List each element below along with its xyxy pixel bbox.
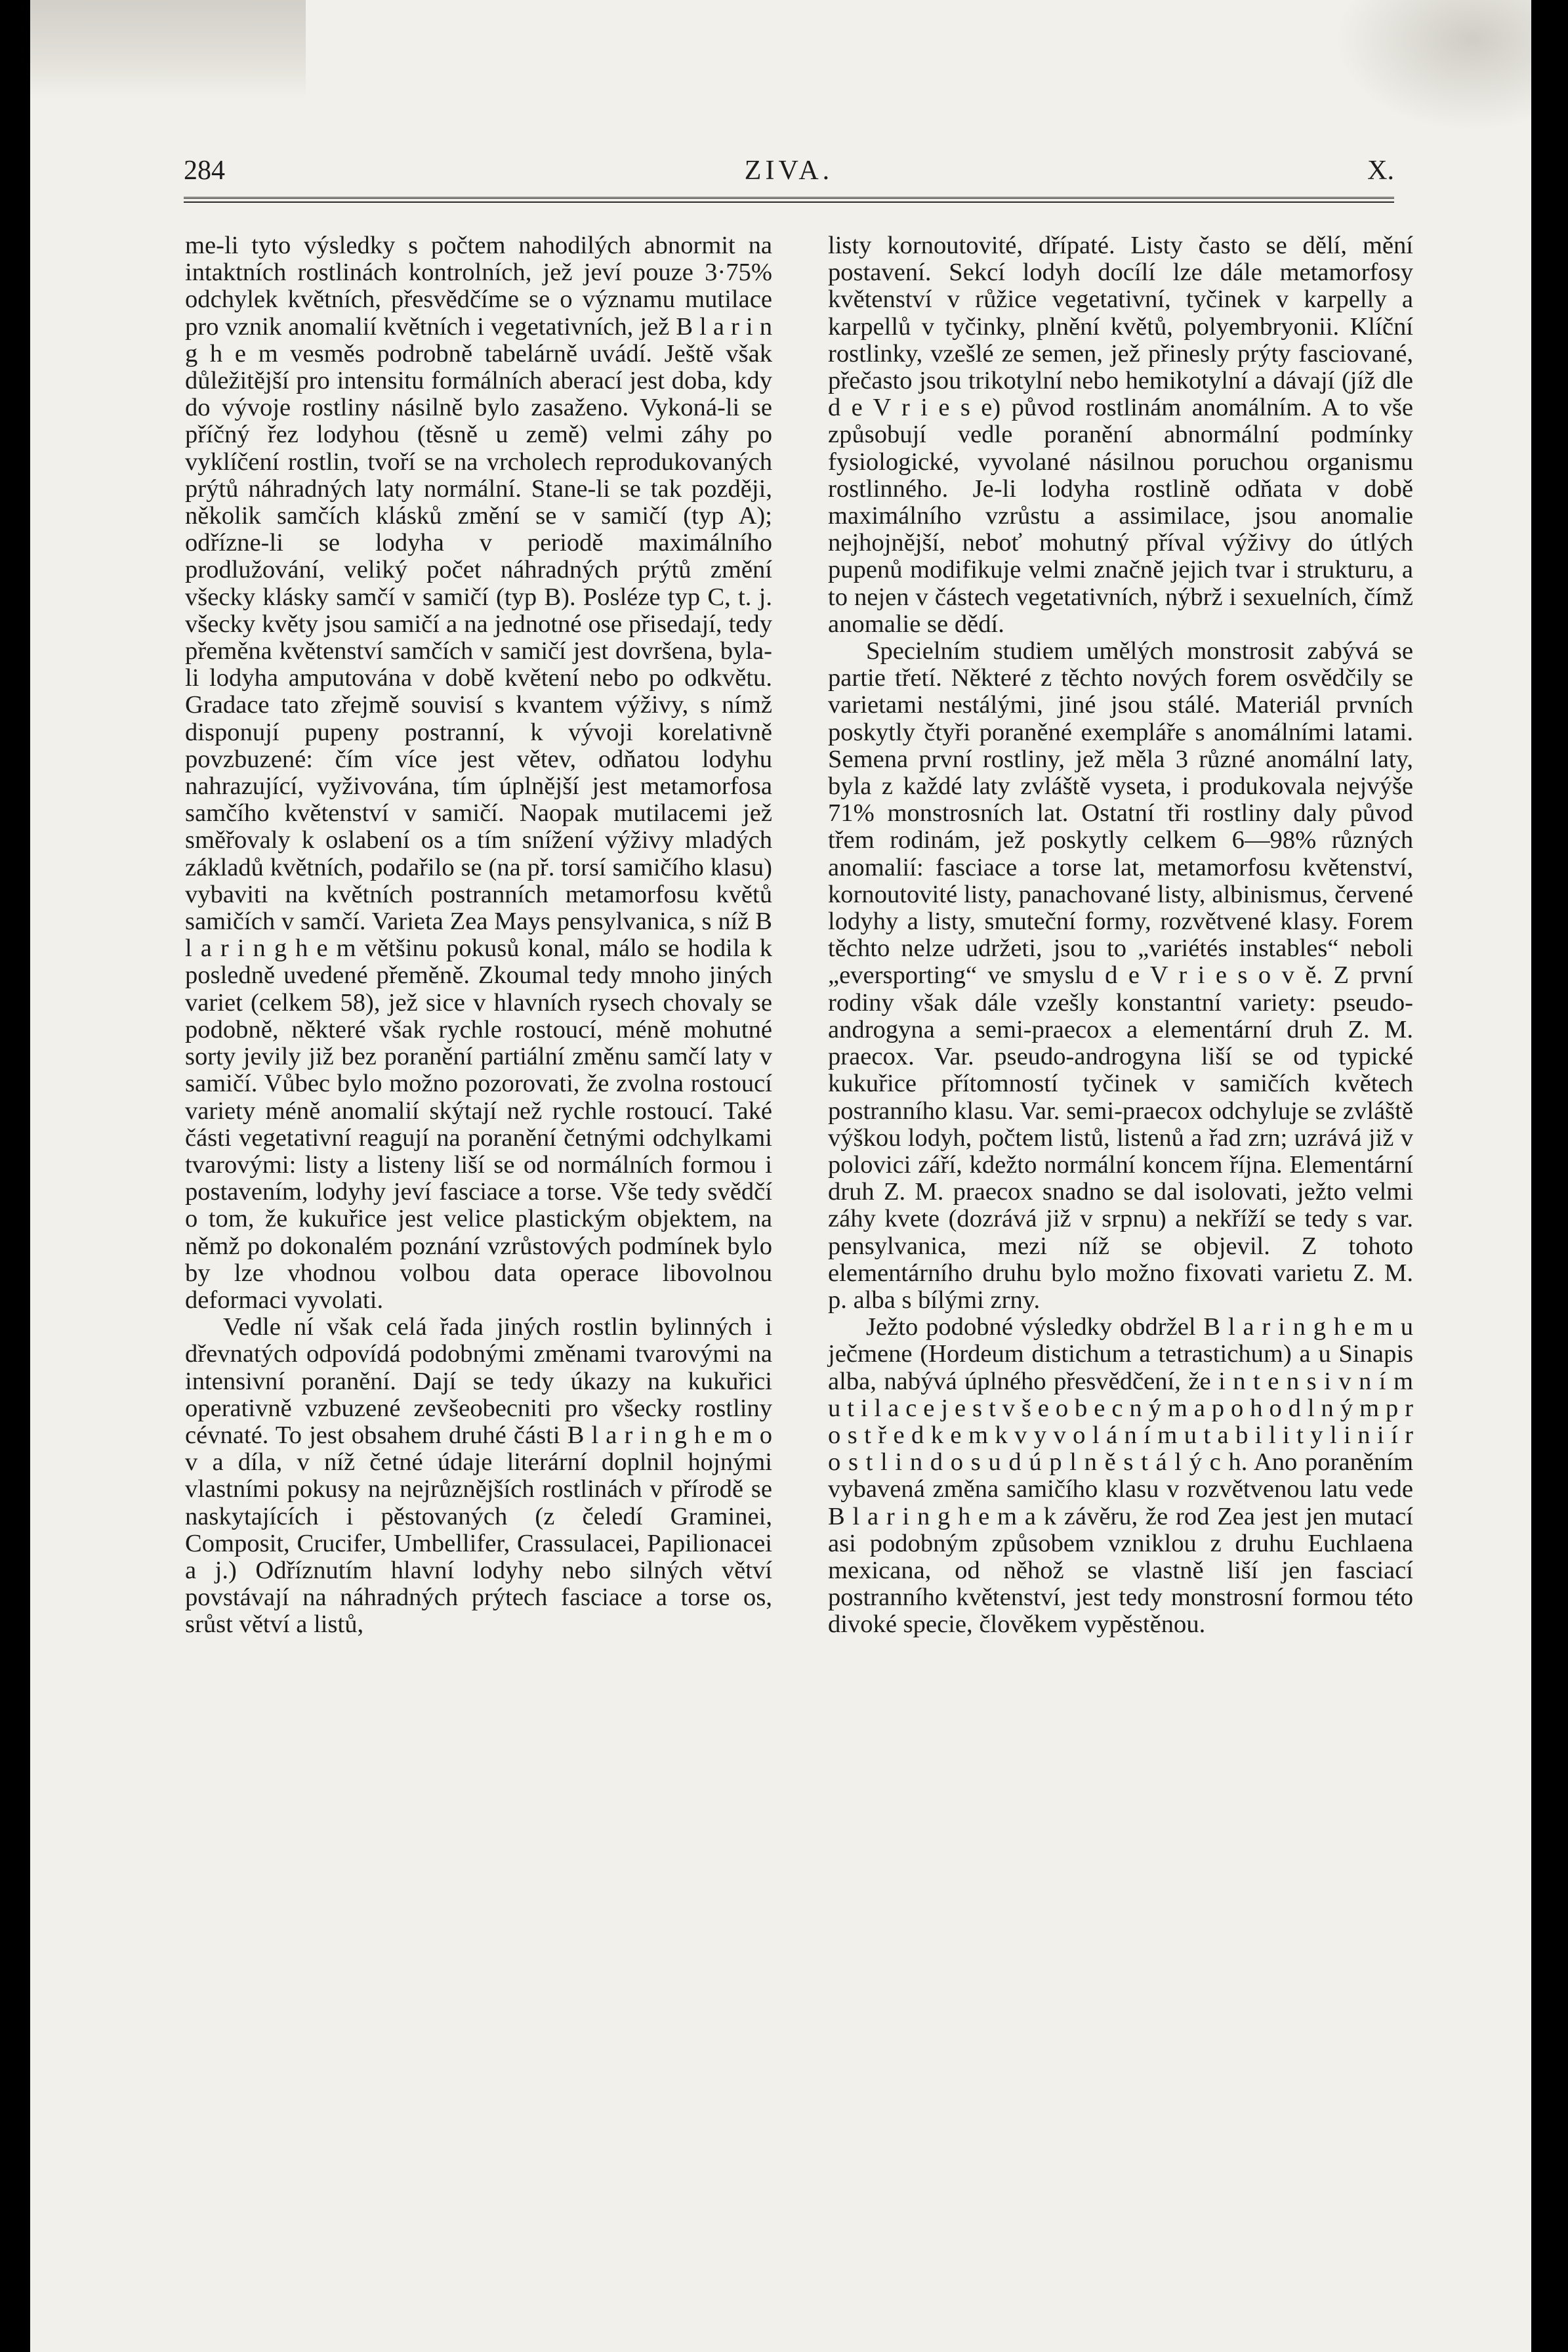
volume-number: X. <box>1367 156 1394 186</box>
paragraph: listy kornoutovité, dřípaté. Listy často se dělí, mění postavení. Sekcí lodyh docílí lze dále metamorfosy květenství v růžice vegetativní, tyčinek v karpelly a karpellů v tyčinky, plnění květů, polyembryonii. Klíční rostlinky, vzešlé ze semen, jež přinesly prýty fasciované, přečasto jsou trikotylní nebo hemikotylní a dávají (jíž dle d e V r i e s e) původ rostlinám anomálním. A to vše způsobují vedle poranění abnormální podmínky fysiologické, vyvolané násilnou poruchou organismu rostlinného. Je-li lodyha rostlině odňata v době maximálního vzrůstu a assimilace, jsou anomalie nejhojnější, neboť mohutný příval výživy do útlých pupenů modifikuje velmi značně jejich tvar i strukturu, a to nejen v částech vegetativních, nýbrž i sexuelních, čímž anomalie se dědí. <box>828 232 1413 638</box>
journal-title: ZIVA. <box>744 156 834 186</box>
running-header <box>184 155 1394 194</box>
paragraph: me-li tyto výsledky s počtem nahodilých abnormit na intaktních rostlinách kontrolních, jež jeví pouze 3·75% odchylek květních, přesvědčíme se o významu mutilace pro vznik anomalií květních i vegetativních, jež B l a r i n g h e m vesměs podrobně tabelárně uvádí. Ještě však důležitější pro intensitu formálních aberací jest doba, kdy do vývoje rostliny násilně bylo zasaženo. Vykoná-li se příčný řez lodyhou (těsně u země) velmi záhy po vyklíčení rostlin, tvoří se na vrcholech reprodukovaných prýtů náhradných laty normální. Stane-li se tak později, několik samčích klásků změní se v samičí (typ A); odřízne-li se lodyha v periodě maximálního prodlužování, veliký počet náhradných prýtů změní všecky klásky samčí v samičí (typ B). Posléze typ C, t. j. všecky květy jsou samičí a na jednotné ose přisedají, tedy přeměna květenství samčích v samičí jest dovršena, byla-li lodyha amputována v době květení nebo po odkvětu. Gradace tato zřejmě souvisí s kvantem výživy, s nímž disponují pupeny postranní, k vývoji korelativně povzbuzené: čím více jest větev, odňatou lodyhu nahrazující, vyživována, tím úplnější jest metamorfosa samčího květenství v samičí. Naopak mutilacemi jež směřovaly k oslabení os a tím snížení výživy mladých základů květních, podařilo se (na př. torsí samičího klasu) vybaviti na květních postranních metamorfosu květů samičích v samčí. Varieta Zea Mays pensylvanica, s níž B l a r i n g h e m většinu pokusů konal, málo se hodila k posledně uvedené přeměně. Zkoumal tedy mnoho jiných variet (celkem 58), jež sice v hlavních rysech chovaly se podobně, některé však rychle rostoucí, méně mohutné sorty jevily již bez poranění partiální změnu samčí laty v samičí. Vůbec bylo možno pozorovati, že zvolna rostoucí variety méně anomalií skýtají než rychle rostoucí. Také části vegetativní reagují na poranění četnými odchylkami tvarovými: listy a listeny liší se od normálních formou i postavením, lodyhy jeví fasciace a torse. Vše tedy svědčí o tom, že kukuřice jest velice plastickým objektem, na němž po dokonalém poznání vzrůstových podmínek bylo by lze vhodnou volbou data operace libovolnou deformaci vyvolati. <box>185 232 772 1314</box>
page-number: 284 <box>184 156 225 186</box>
right-column <box>828 232 1413 1639</box>
paragraph: Vedle ní však celá řada jiných rostlin bylinných i dřevnatých odpovídá podobnými změnami tvarovými na intensivní poranění. Dají se tedy úkazy na kukuřici operativně vzbuzené zevšeobecniti pro všecky rostliny cévnaté. To jest obsahem druhé části B l a r i n g h e m o v a díla, v níž četné údaje literární doplnil hojnými vlastními pokusy na nejrůznějších rostlinách v přírodě se naskytajících i pěstovaných (z čeledí Graminei, Composit, Crucifer, Umbellifer, Crassulacei, Papilionacei a j.) Odříznutím hlavní lodyhy nebo silných větví povstávají na náhradných prýtech fasciace a torse os, srůst větví a listů, <box>185 1313 772 1639</box>
paragraph: Specielním studiem umělých monstrosit zabývá se partie třetí. Některé z těchto nových forem osvědčily se varietami nestálými, jiné jsou stálé. Materiál prvních poskytly čtyři poraněné exempláře s anomálními latami. Semena první rostliny, jež měla 3 různé anomální laty, byla z každé laty zvláště vyseta, i produkovala nejvýše 71% monstrosních lat. Ostatní tři rostliny daly původ třem rodinám, jež poskytly celkem 6—98% různých anomalií: fasciace a torse lat, metamorfosu květenství, kornoutovité listy, panachované listy, albinismus, červené lodyhy a listy, smuteční formy, rozvětvené klasy. Forem těchto nelze udržeti, jsou to „variétés instables“ neboli „eversporting“ ve smyslu d e V r i e s o v ě. Z první rodiny však dále vzešly konstantní variety: pseudo-androgyna a semi-praecox a elementární druh Z. M. praecox. Var. pseudo-androgyna liší se od typické kukuřice přítomností tyčinek v samičích květech postranního klasu. Var. semi-praecox odchyluje se zvláště výškou lodyh, počtem listů, listenů a řad zrn; uzrává již v polovici září, kdežto normální koncem října. Elementární druh Z. M. praecox snadno se dal isolovati, ježto velmi záhy kvete (dozrává již v srpnu) a nekříží se tedy s var. pensylvanica, mezi níž se objevil. Z tohoto elementárního druhu bylo možno fixovati varietu Z. M. p. alba s bílými zrny. <box>828 637 1413 1314</box>
scan-smudge <box>30 0 306 98</box>
scan-smudge <box>1334 0 1531 131</box>
paragraph: Ježto podobné výsledky obdržel B l a r i n g h e m u ječmene (Hordeum distichum a tetrastichum) a u Sinapis alba, nabývá úplného přesvědčení, že i n t e n s i v n í m u t i l a c e j e s t v š e o b e c n ý m a p o h o d l n ý m p r o s t ř e d k e m k v y v o l á n í m u t a b i l i t y l i n i í r o s t l i n d o s u d ú p l n ě s t á l ý c h. Ano poraněním vybavená změna samičího klasu v rozvětvenou latu vede B l a r i n g h e m a k závěru, že rod Zea jest jen mutací asi podobným způsobem vzniklou z druhu Euchlaena mexicana, od něhož se vlastně liší jen fasciací postranního květenství, jest tedy monstrosní formou této divoké specie, člověkem vypěstěnou. <box>828 1313 1413 1639</box>
left-column <box>185 232 772 1639</box>
header-rule <box>184 197 1394 201</box>
